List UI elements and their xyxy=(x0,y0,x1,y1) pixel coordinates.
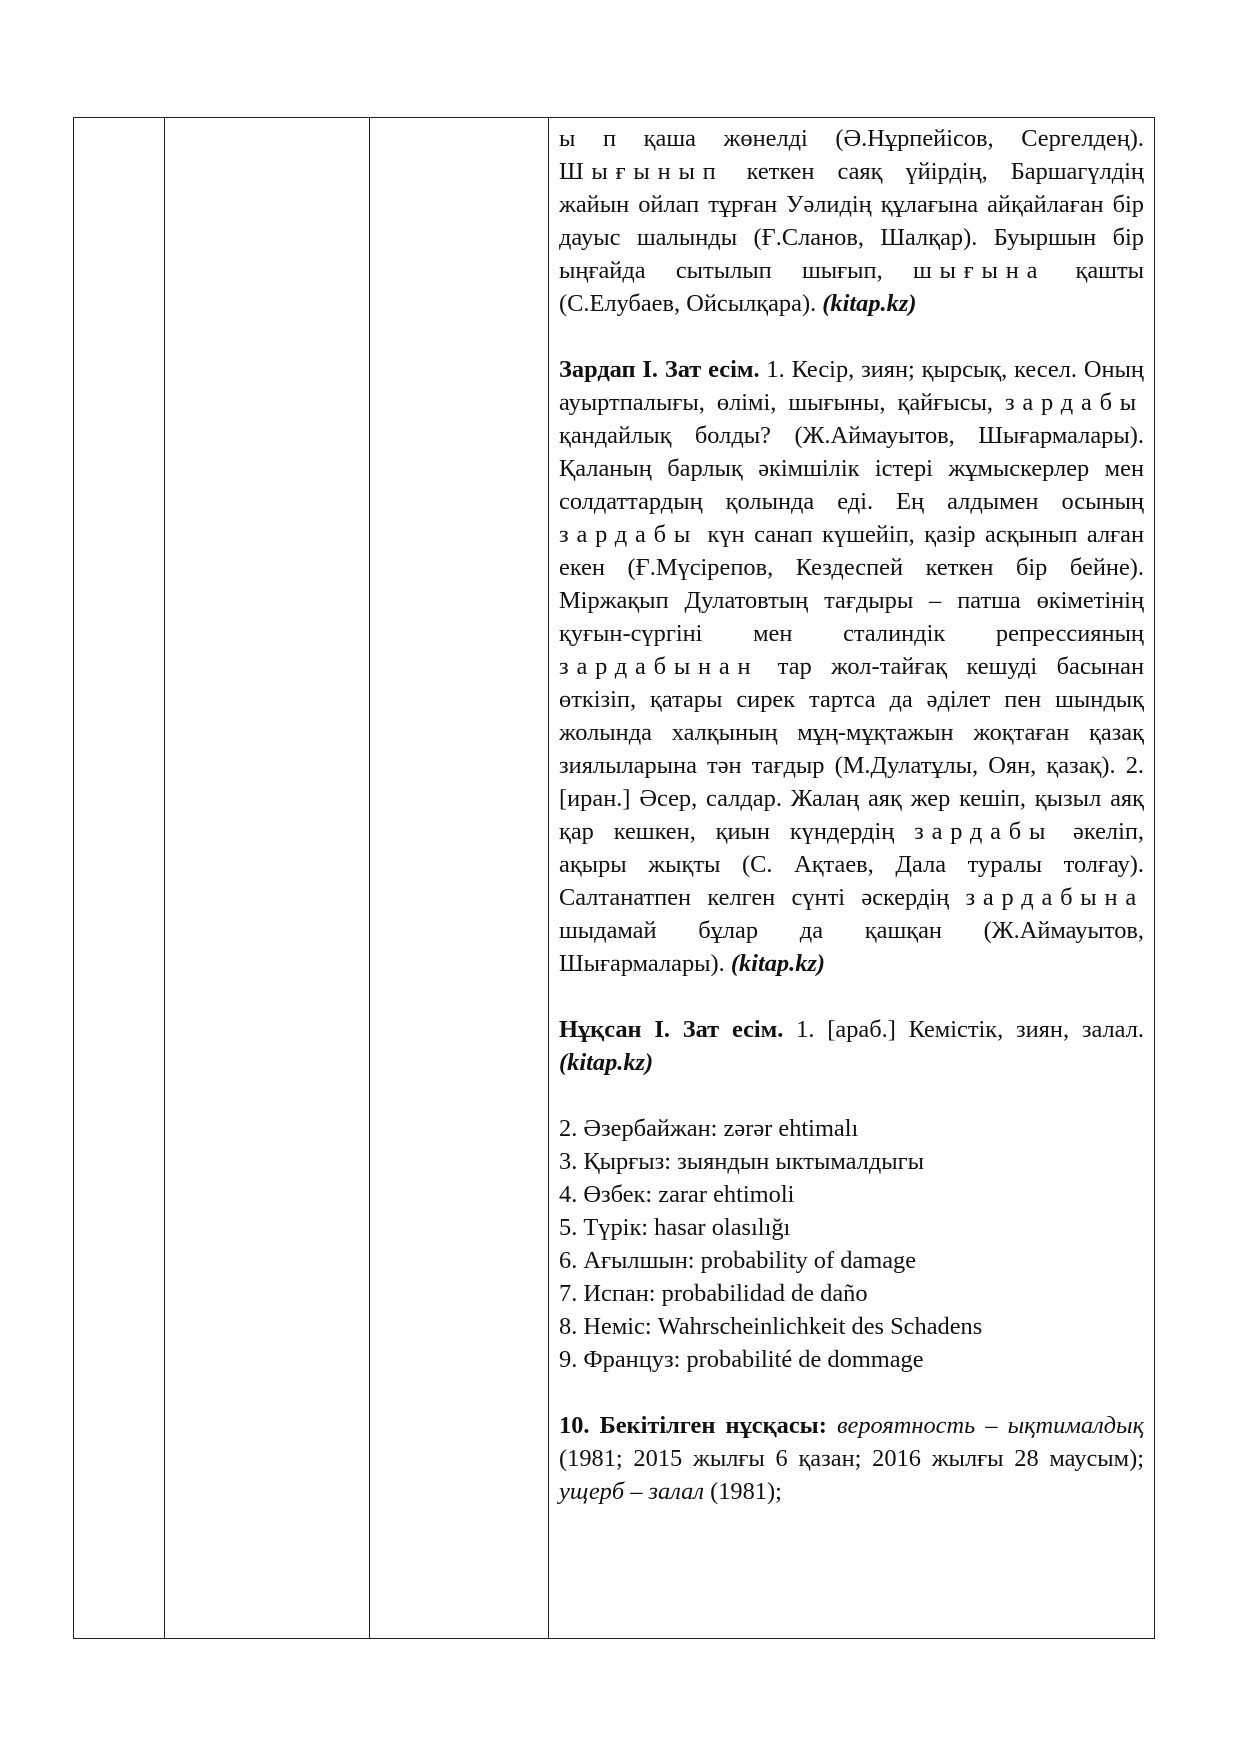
spaced-word: зардабы xyxy=(914,818,1054,845)
spaced-word: шығына xyxy=(912,257,1046,284)
translation-item: 2. Әзербайжан: zərər ehtimalı xyxy=(559,1115,859,1142)
translation-item: 7. Испан: probabilidad de daño xyxy=(559,1280,868,1307)
spacer xyxy=(559,1079,1144,1112)
spacer xyxy=(559,1376,1144,1409)
entry-headword: Зардап І. Зат есім. xyxy=(559,356,760,383)
spaced-word: зардабына xyxy=(965,884,1144,911)
approved-term: вероятность – ықтималдық xyxy=(836,1412,1144,1439)
source-reference: (kitap.kz) xyxy=(730,950,826,977)
text-fragment: тар жол-тайғақ кешуді басынан өткізіп, қатары сирек тартса да әділет пен шындық жолында халқының мұң-мұқтажын жоқтаған қазақ зиялыларына тән тағдыр (М.Дулатұлы, Оян, қазақ). 2. [иран.] Әсер, салдар. Жалаң аяқ жер кешіп, қызыл аяқ қар кешкен, қиын күндердің xyxy=(559,653,1144,845)
translation-item: 5. Түрік: hasar olasılığı xyxy=(559,1214,791,1241)
approved-variant xyxy=(559,1409,1144,1508)
translations-list xyxy=(559,1112,1144,1376)
translation-item: 9. Француз: probabilité de dommage xyxy=(559,1346,924,1373)
entry-headword: Нұқсан І. Зат есім. xyxy=(559,1016,784,1043)
text-fragment: қандайлық болды? (Ж.Аймауытов, Шығармалары). Қаланың барлық әкімшілік істері жұмыскерлер мен солдаттардың қолында еді. Ең алдымен осының xyxy=(559,422,1144,515)
spacer xyxy=(559,320,1144,353)
text-fragment: күн санап күшейіп, қазір асқынып алған екен (Ғ.Мүсірепов, Кездеспей кеткен бір бейне). Міржақып Дулатовтың тағдыры – патша өкіметінің қуғын-сүргіні мен сталиндік репрессияның xyxy=(559,521,1144,647)
translation-item: 6. Ағылшын: probability of damage xyxy=(559,1247,917,1274)
text-fragment: 1. [араб.] Кемістік, зиян, залал. xyxy=(783,1016,1144,1043)
text-fragment: (1981); xyxy=(704,1478,782,1505)
text-fragment: шыдамай бұлар да қашқан (Ж.Аймауытов, Шығармалары). xyxy=(559,917,1144,977)
content-text xyxy=(549,118,1154,1508)
continuation-paragraph xyxy=(559,122,1144,320)
nuqsan-entry xyxy=(559,1013,1144,1079)
spaced-word: зардабы xyxy=(1004,389,1144,416)
translation-item: 8. Неміс: Wahrscheinlichkeit des Schadens xyxy=(559,1313,983,1340)
approved-term: ущерб – залал xyxy=(559,1478,704,1505)
text-fragment: 1. Кесір, зиян; қырсық, кесел. Оның ауыртпалығы, өлімі, шығыны, қайғысы, xyxy=(559,356,1144,416)
spaced-word: зардабынан xyxy=(559,653,759,680)
translation-item: 4. Өзбек: zarar ehtimoli xyxy=(559,1181,795,1208)
source-reference: (kitap.kz) xyxy=(559,1049,654,1076)
zardap-entry xyxy=(559,353,1144,980)
spaced-word: зардабы xyxy=(559,521,699,548)
spacer xyxy=(559,980,1144,1013)
source-reference: (kitap.kz) xyxy=(822,290,917,317)
spaced-word: Шығынып xyxy=(559,158,724,185)
table-cell-number xyxy=(74,118,165,1639)
table-row xyxy=(74,118,1155,1639)
approved-label: 10. Бекітілген нұсқасы: xyxy=(559,1412,827,1439)
table-cell-content xyxy=(549,118,1155,1639)
text-fragment: (1981; 2015 жылғы 6 қазан; 2016 жылғы 28 маусым); xyxy=(559,1445,1144,1472)
text-fragment: ы п қаша жөнелді (Ә.Нұрпейісов, Сергелдең). xyxy=(559,125,1144,152)
table-cell-term xyxy=(165,118,370,1639)
text-fragment: қашты (С.Елубаев, Ойсылқара). xyxy=(559,257,1144,317)
terminology-table xyxy=(73,117,1155,1639)
table-cell-term-2 xyxy=(370,118,549,1639)
translation-item: 3. Қырғыз: зыяндын ыктымалдыгы xyxy=(559,1148,925,1175)
text-fragment: кеткен саяқ үйірдің, Баршагүлдің жайын ойлап тұрған Уәлидің құлағына айқайлаған бір дауыс шалынды (Ғ.Сланов, Шалқар). Буыршын бір ыңғайда сытылып шығып, xyxy=(559,158,1144,284)
text-fragment: әкеліп, ақыры жықты (С. Ақтаев, Дала туралы толғау). Салтанатпен келген сүнті әскердің xyxy=(559,818,1144,911)
